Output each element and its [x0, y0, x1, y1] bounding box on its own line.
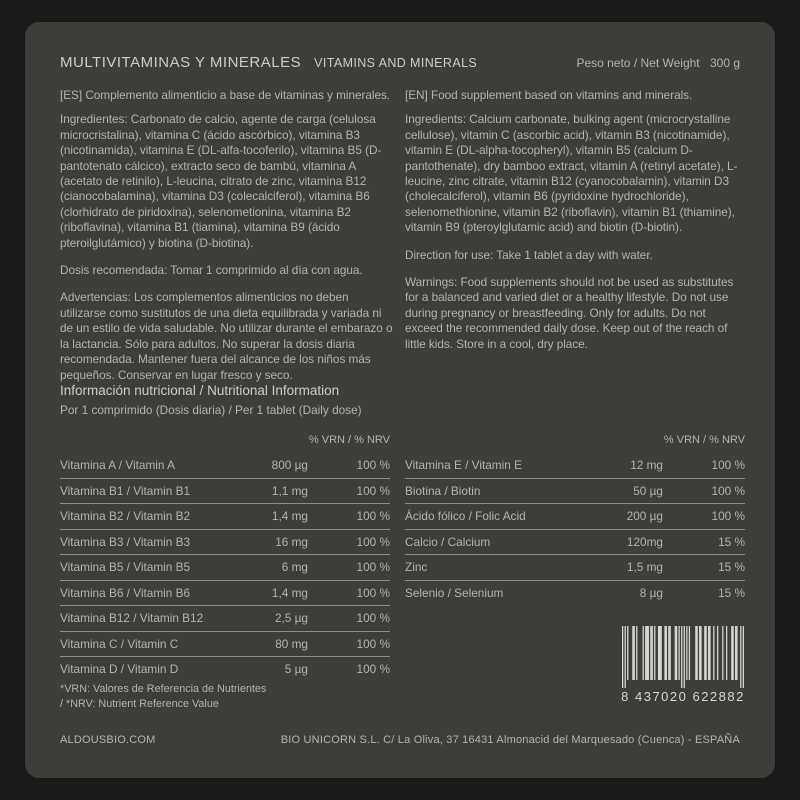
nutrient-name: Vitamina A / Vitamin A — [60, 458, 175, 473]
title-es: MULTIVITAMINAS Y MINERALES — [60, 54, 302, 71]
table-row — [60, 632, 390, 658]
nutrient-amount: 12 mg — [630, 458, 663, 473]
nrv-footnote — [60, 682, 266, 711]
label-card — [25, 22, 775, 778]
column-spanish — [60, 88, 395, 395]
intro-es: [ES] Complemento alimenticio a base de vitaminas y minerales. — [60, 88, 391, 102]
nutrient-nrv: 100 % — [711, 458, 745, 473]
footer-company: BIO UNICORN S.L. C/ La Oliva, 37 16431 Almonacid del Marquesado (Cuenca) - ESPAÑA — [280, 734, 740, 746]
table-row — [60, 504, 390, 530]
nrv-column-header-right: % VRN / % NRV — [663, 434, 745, 446]
nutrition-table-left — [60, 434, 390, 682]
table-row — [405, 581, 745, 606]
intro-en: [EN] Food supplement based on vitamins and minerals. — [405, 88, 693, 102]
ingredients-en: Ingredients: Calcium carbonate, bulking agent (microcrystalline cellulose), vitamin C (ascorbic acid), vitamin B3 (nicotinamide), vitamin E (DL-alpha-tocopheryl), vitamin B5 (calcium D-pantothenate), dry bamboo extract, vitamin A (retinyl acetate), L-leucine, zinc citrate, vitamin B12 (cyanocobalamin), vitamin D3 (cholecalciferol), vitamin B6 (pyridoxine hydrochloride), selenomethionine, vitamin B2 (riboflavin), vitamin B1 (thiamine), vitamin B9 (pteroylglutamic acid) and biotin (D-biotin). — [405, 112, 738, 235]
nutrient-nrv: 100 % — [356, 534, 390, 549]
nutrient-amount: 1,4 mg — [271, 509, 308, 524]
table-row — [405, 530, 745, 556]
nutrient-amount: 80 mg — [275, 636, 308, 651]
nutrient-nrv: 100 % — [356, 636, 390, 651]
table-row — [60, 606, 390, 632]
nutrient-name: Vitamina B6 / Vitamin B6 — [60, 585, 191, 600]
nutrient-name: Biotina / Biotin — [405, 483, 481, 498]
nutrient-amount: 800 µg — [271, 458, 308, 473]
table-row — [405, 453, 745, 479]
nutrient-nrv: 15 % — [718, 585, 745, 600]
product-title — [60, 54, 477, 71]
nutrient-amount: 8 µg — [639, 585, 663, 600]
nutrition-table-right-body — [405, 453, 745, 605]
footer-website: ALDOUSBIO.COM — [60, 734, 156, 746]
nutrient-nrv: 100 % — [711, 509, 745, 524]
nutrient-name: Selenio / Selenium — [405, 585, 504, 600]
ean-barcode — [613, 626, 753, 704]
table-row — [405, 555, 745, 581]
table-row — [405, 479, 745, 505]
nutrient-name: Calcio / Calcium — [405, 534, 491, 549]
table-row — [60, 657, 390, 682]
title-en: VITAMINS AND MINERALS — [314, 56, 478, 70]
nutrition-heading: Información nutricional / Nutritional Information — [60, 383, 340, 398]
nutrition-subheading: Por 1 comprimido (Dosis diaria) / Per 1 tablet (Daily dose) — [60, 403, 362, 417]
table-row — [60, 555, 390, 581]
nutrient-amount: 2,5 µg — [274, 611, 308, 626]
warnings-es: Advertencias: Los complementos alimenticios no deben utilizarse como sustitutos de una dieta equilibrada y variada ni de un estilo de vida saludable. No utilizar durante el embarazo o la lactancia. Sólo para adultos. No superar la dosis diaria recomendada. Mantener fuera del alcance de los niños más pequeños. Conservar en lugar fresco y seco. — [60, 290, 393, 382]
ingredients-es: Ingredientes: Carbonato de calcio, agente de carga (celulosa microcristalina), vitamina C (ácido ascórbico), vitamina B3 (nicotinamida), vitamina E (DL-alfa-tocoferilo), vitamina B5 (D-pantotenato cálcico), extracto seco de bambú, vitamina A (acetato de retinilo), L-leucina, citrato de zinc, vitamina B12 (cianocobalamina), vitamina D3 (colecalciferol), vitamina B6 (clorhidrato de piridoxina), selenometionina, vitamina B2 (riboflavina), vitamina B1 (tiamina), vitamina B9 (ácido pteroilglutámico) y biotina (D-biotina). — [60, 112, 382, 250]
nutrient-name: Vitamina B1 / Vitamin B1 — [60, 483, 191, 498]
nutrient-name: Vitamina B3 / Vitamin B3 — [60, 534, 191, 549]
nrv-column-header-left: % VRN / % NRV — [308, 434, 390, 446]
nutrient-amount: 1,5 mg — [626, 560, 663, 575]
nutrient-name: Zinc — [405, 560, 428, 575]
nutrient-nrv: 100 % — [356, 611, 390, 626]
net-weight-label: Peso neto / Net Weight — [576, 56, 700, 70]
table-row — [60, 453, 390, 479]
nutrient-nrv: 100 % — [356, 560, 390, 575]
dose-en: Direction for use: Take 1 tablet a day with water. — [405, 247, 653, 262]
table-row — [405, 504, 745, 530]
nutrient-nrv: 100 % — [356, 662, 390, 677]
nutrient-nrv: 100 % — [356, 458, 390, 473]
nutrient-name: Vitamina D / Vitamin D — [60, 662, 179, 677]
nutrient-name: Ácido fólico / Folic Acid — [405, 509, 526, 524]
nutrient-nrv: 100 % — [356, 483, 390, 498]
footnote-line-vrn: *VRN: Valores de Referencia de Nutrientes — [60, 683, 267, 695]
nutrient-nrv: 100 % — [356, 509, 390, 524]
nutrient-nrv: 15 % — [718, 534, 745, 549]
nutrient-amount: 1,1 mg — [271, 483, 308, 498]
footnote-line-nrv: / *NRV: Nutrient Reference Value — [60, 697, 219, 710]
table-row — [60, 581, 390, 607]
table-row — [60, 479, 390, 505]
barcode-bars-icon — [622, 626, 744, 688]
nutrient-name: Vitamina C / Vitamin C — [60, 636, 179, 651]
nutrient-name: Vitamina B5 / Vitamin B5 — [60, 560, 191, 575]
nutrition-heading-block — [60, 383, 362, 417]
nutrient-nrv: 15 % — [718, 560, 745, 575]
nutrient-amount: 6 mg — [281, 560, 308, 575]
nutrition-table-right — [405, 434, 745, 605]
nutrient-amount: 120mg — [626, 534, 663, 549]
nutrient-nrv: 100 % — [356, 585, 390, 600]
net-weight — [576, 56, 740, 70]
nutrient-nrv: 100 % — [711, 483, 745, 498]
nutrient-name: Vitamina B12 / Vitamin B12 — [60, 611, 204, 626]
nutrient-amount: 50 µg — [633, 483, 663, 498]
nutrient-name: Vitamina E / Vitamin E — [405, 458, 522, 473]
nutrient-amount: 200 µg — [626, 509, 663, 524]
nutrient-name: Vitamina B2 / Vitamin B2 — [60, 509, 191, 524]
barcode-digits: 8 437020 622882 — [621, 689, 745, 704]
column-english — [405, 88, 745, 364]
nutrition-table-left-body — [60, 453, 390, 682]
footer — [60, 734, 740, 746]
nutrient-amount: 1,4 mg — [271, 585, 308, 600]
nutrient-amount: 16 mg — [275, 534, 308, 549]
nutrient-amount: 5 µg — [284, 662, 308, 677]
table-row — [60, 530, 390, 556]
net-weight-value: 300 g — [709, 56, 740, 70]
dose-es: Dosis recomendada: Tomar 1 comprimido al día con agua. — [60, 263, 363, 278]
warnings-en: Warnings: Food supplements should not be used as substitutes for a balanced and varied diet or a healthy lifestyle. Do not use during pregnancy or breastfeeding. Only for adults. Do not exceed the recommended daily dose. Keep out of the reach of little kids. Store in a cool, dry place. — [405, 275, 734, 351]
header — [60, 54, 740, 71]
